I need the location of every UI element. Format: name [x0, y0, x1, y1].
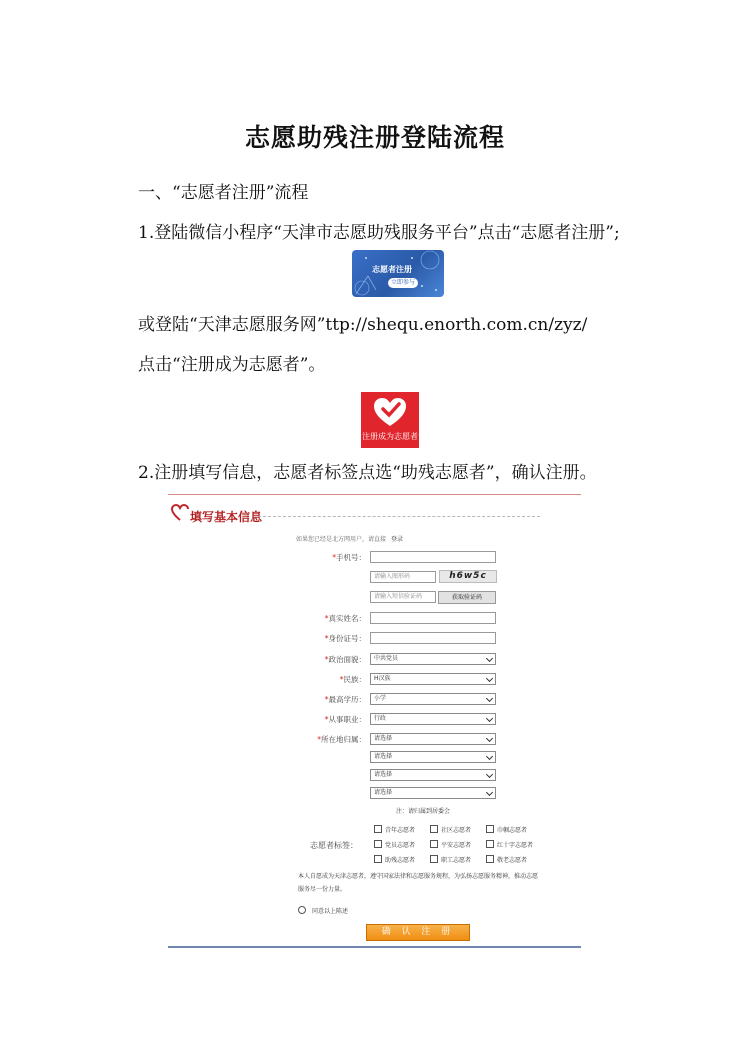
- sms-code-input[interactable]: 请输入短信验证码: [370, 591, 436, 603]
- confirm-register-button[interactable]: 确 认 注 册: [366, 924, 470, 941]
- checkbox-icon: [374, 840, 382, 848]
- step-1-text: 1.登陆微信小程序“天津市志愿助残服务平台”点击“志愿者注册”;: [138, 223, 620, 243]
- name-label: *真实姓名：: [324, 614, 366, 623]
- heading-divider: [258, 516, 540, 517]
- name-input[interactable]: [370, 612, 496, 624]
- tag-checkbox[interactable]: 敬老志愿者: [486, 855, 527, 864]
- region-select-3[interactable]: 请选择: [370, 769, 496, 781]
- tag-checkbox[interactable]: 平安志愿者: [430, 840, 471, 849]
- checkbox-icon: [486, 840, 494, 848]
- banner-join-button[interactable]: 立即参与: [388, 278, 418, 288]
- heart-logo-icon: [372, 396, 408, 430]
- checkbox-icon: [430, 825, 438, 833]
- form-heading: 填写基本信息: [190, 510, 263, 524]
- step-2-text: 2.注册填写信息，志愿者标签点选“助残志愿者”，确认注册。: [138, 463, 597, 483]
- logo-caption: 注册成为志愿者: [362, 432, 418, 441]
- id-number-input[interactable]: [370, 632, 496, 644]
- region-select-2[interactable]: 请选择: [370, 751, 496, 763]
- alt-login-text: 或登陆“天津志愿服务网”ttp://shequ.enorth.com.cn/zyz/: [138, 315, 588, 335]
- tag-checkbox[interactable]: 助残志愿者: [374, 855, 415, 864]
- checkbox-icon: [486, 825, 494, 833]
- checkbox-icon: [430, 855, 438, 863]
- register-volunteer-logo[interactable]: [361, 392, 419, 448]
- ethnic-select[interactable]: H汉族: [370, 673, 496, 685]
- registration-form-screenshot: [168, 494, 581, 950]
- tag-checkbox[interactable]: 巾帼志愿者: [486, 825, 527, 834]
- occupation-label: *从事职业：: [324, 715, 366, 724]
- education-label: *最高学历：: [324, 695, 366, 704]
- phone-input[interactable]: [370, 551, 496, 563]
- checkbox-icon: [486, 855, 494, 863]
- tag-checkbox[interactable]: 职工志愿者: [430, 855, 471, 864]
- tag-checkbox[interactable]: 红十字志愿者: [486, 840, 533, 849]
- banner-title: 志愿者注册: [372, 265, 412, 274]
- id-number-label: *身份证号：: [324, 634, 366, 643]
- occupation-select[interactable]: 行政: [370, 713, 496, 725]
- document-title: 志愿助残注册登陆流程: [244, 123, 505, 152]
- region-select-4[interactable]: 请选择: [370, 787, 496, 799]
- region-label: *所在地归属：: [317, 735, 366, 744]
- political-label: *政治面貌：: [324, 655, 366, 664]
- captcha-image[interactable]: h6w5c: [439, 570, 497, 583]
- tag-checkbox[interactable]: 党员志愿者: [374, 840, 415, 849]
- agree-radio[interactable]: 同意以上陈述: [298, 906, 348, 915]
- login-link[interactable]: 登录: [391, 536, 404, 543]
- get-code-button[interactable]: 获取验证码: [438, 591, 496, 604]
- ethnic-label: *民族：: [339, 675, 366, 684]
- region-note: 注：请归属到居委会: [396, 808, 451, 815]
- volunteer-register-banner[interactable]: [352, 250, 444, 297]
- radio-icon: [298, 906, 306, 914]
- region-select-1[interactable]: 请选择: [370, 733, 496, 745]
- checkbox-icon: [374, 855, 382, 863]
- checkbox-icon: [430, 840, 438, 848]
- section-heading: 一、“志愿者注册”流程: [138, 183, 309, 203]
- heart-outline-icon: [171, 504, 189, 522]
- form-top-divider: [168, 494, 581, 495]
- captcha-input[interactable]: 请输入图形码: [370, 571, 436, 583]
- political-select[interactable]: 中共党员: [370, 653, 496, 665]
- tag-checkbox[interactable]: 青年志愿者: [374, 825, 415, 834]
- checkbox-icon: [374, 825, 382, 833]
- education-select[interactable]: 小学: [370, 693, 496, 705]
- form-bottom-divider: [168, 946, 581, 948]
- login-hint: 如果您已经是北方网用户，请直接 登录: [296, 536, 404, 543]
- alt-login-instruction: 点击“注册成为志愿者”。: [138, 355, 326, 375]
- pledge-text: 本人自愿成为天津志愿者，遵守国家法律和志愿服务规程，为弘扬志愿服务精神，推动志愿服务尽一份力量。: [298, 873, 539, 893]
- tag-checkbox[interactable]: 社区志愿者: [430, 825, 471, 834]
- tags-label: 志愿者标签：: [310, 841, 358, 850]
- phone-label: *手机号：: [332, 553, 366, 562]
